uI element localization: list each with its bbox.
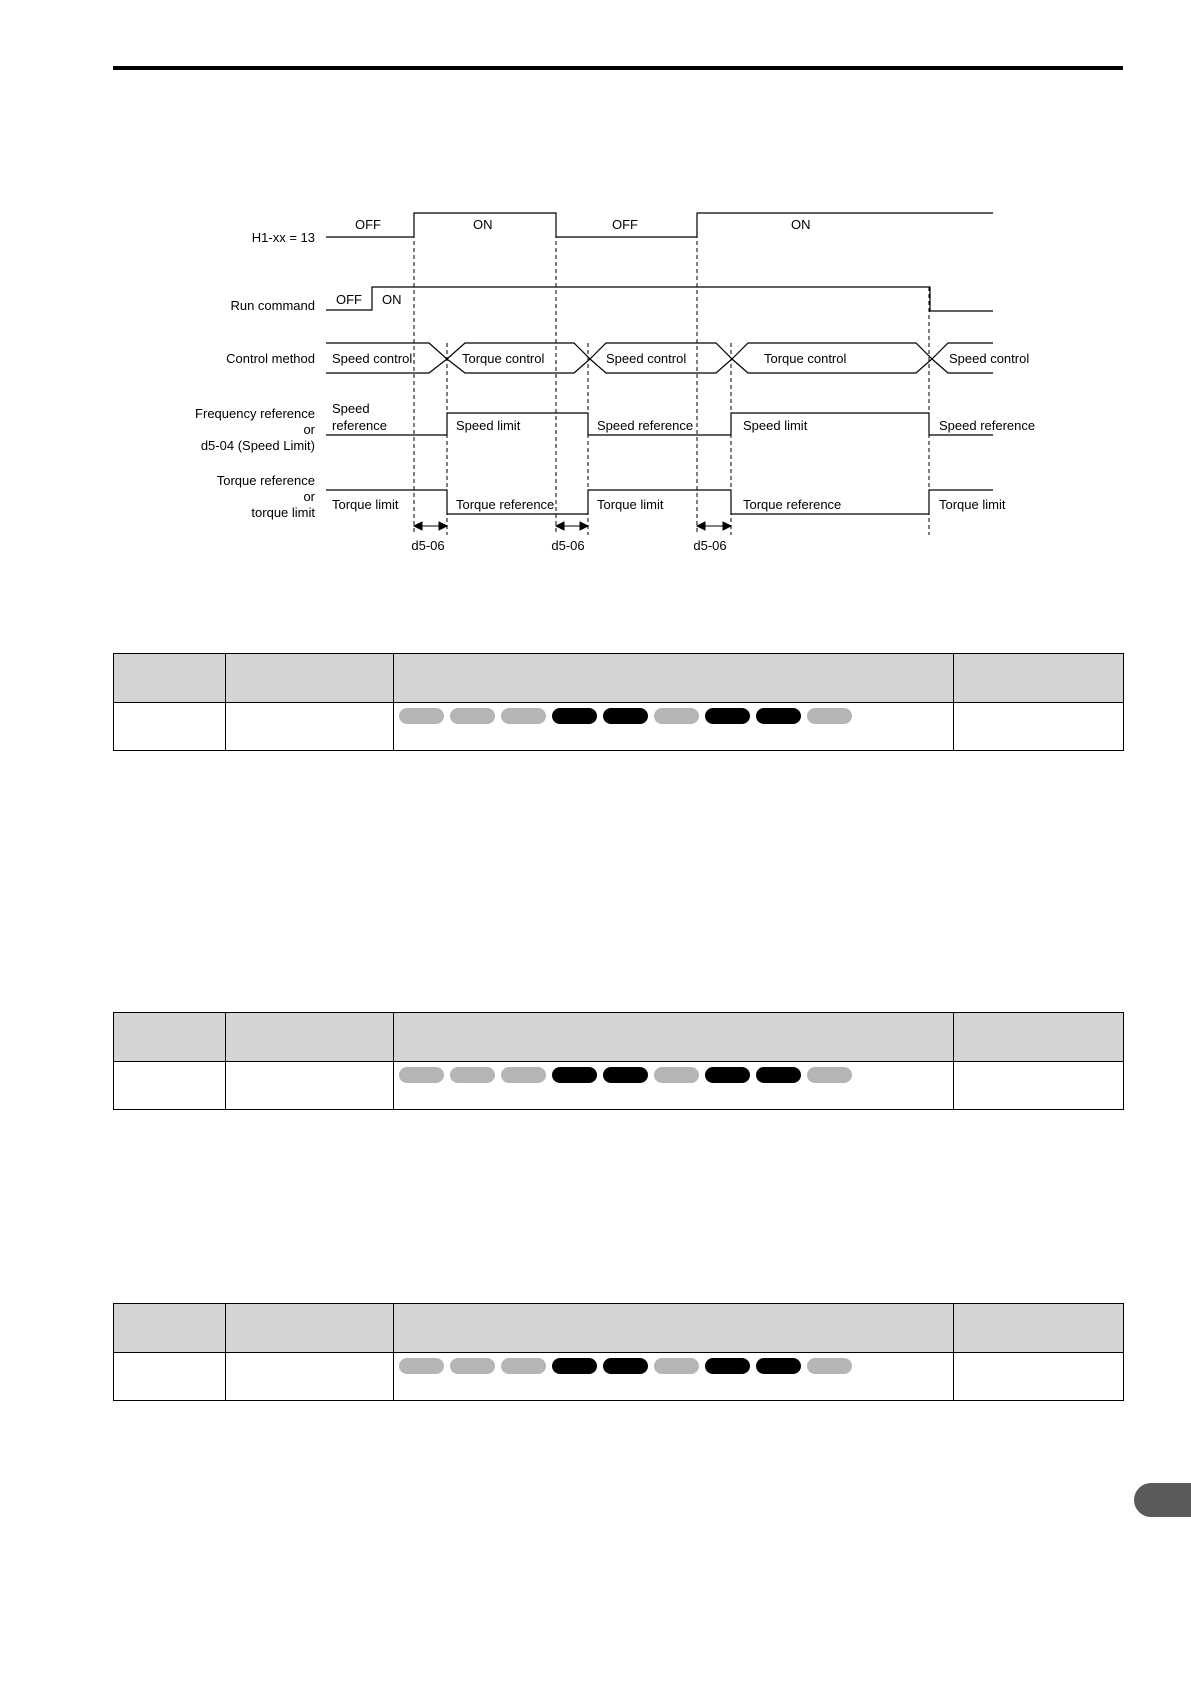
indicator-on — [603, 1067, 648, 1083]
torque-label-line1: Torque reference — [216, 473, 315, 488]
indicator-off — [654, 1358, 699, 1374]
control-mode-indicators — [394, 1353, 953, 1374]
torque-state: Torque reference — [456, 497, 555, 512]
indicator-off — [807, 1067, 852, 1083]
h1-state: OFF — [355, 217, 381, 232]
indicator-on — [705, 1067, 750, 1083]
freq-state: Speed reference — [597, 418, 694, 433]
freq-state: Speed reference — [939, 418, 1036, 433]
header-cell — [394, 1304, 954, 1353]
h1-label: H1-xx = 13 — [251, 230, 315, 245]
indicator-off — [450, 708, 495, 724]
freq-state: Speed limit — [743, 418, 808, 433]
h1-state: OFF — [612, 217, 638, 232]
control-state: Speed control — [332, 351, 413, 366]
indicator-off — [450, 1067, 495, 1083]
control-state: Speed control — [606, 351, 687, 366]
indicator-on — [705, 1358, 750, 1374]
parameter-table — [113, 1303, 1124, 1401]
parameter-table — [113, 1012, 1124, 1110]
delay-label: d5-06 — [551, 538, 585, 553]
indicator-off — [501, 1067, 546, 1083]
table-row — [114, 1353, 1124, 1401]
h1-state: ON — [473, 217, 493, 232]
table-cell — [114, 1062, 226, 1110]
table-header-row — [114, 654, 1124, 703]
indicator-off — [399, 1067, 444, 1083]
indicator-on — [756, 1067, 801, 1083]
header-cell — [226, 654, 394, 703]
header-cell — [954, 1304, 1124, 1353]
indicator-off — [399, 1358, 444, 1374]
torque-label-line3: torque limit — [251, 505, 315, 520]
table-cell — [226, 1062, 394, 1110]
indicator-on — [552, 1358, 597, 1374]
indicator-on — [552, 708, 597, 724]
table-cell — [226, 703, 394, 751]
indicator-on — [552, 1067, 597, 1083]
table-cell — [954, 1062, 1124, 1110]
table-cell — [226, 1353, 394, 1401]
torque-state: Torque limit — [597, 497, 664, 512]
indicator-on — [705, 708, 750, 724]
run-state: OFF — [336, 292, 362, 307]
indicator-cell — [394, 1353, 954, 1401]
control-state: Speed control — [949, 351, 1030, 366]
control-mode-indicators — [394, 1062, 953, 1083]
indicator-off — [501, 1358, 546, 1374]
table-cell — [954, 1353, 1124, 1401]
table-cell — [114, 1353, 226, 1401]
indicator-off — [654, 1067, 699, 1083]
freq-label-line3: d5-04 (Speed Limit) — [200, 438, 315, 453]
table-cell — [114, 703, 226, 751]
control-mode-indicators — [394, 703, 953, 724]
table-row — [114, 703, 1124, 751]
header-cell — [114, 1013, 226, 1062]
timing-diagram — [0, 0, 1191, 600]
indicator-off — [807, 708, 852, 724]
freq-state: Speed — [332, 401, 370, 416]
indicator-on — [756, 1358, 801, 1374]
control-label: Control method — [226, 351, 315, 366]
run-label: Run command — [230, 298, 315, 313]
indicator-on — [603, 708, 648, 724]
delay-label: d5-06 — [693, 538, 727, 553]
freq-label-line2: or — [303, 422, 315, 437]
indicator-off — [399, 708, 444, 724]
header-cell — [394, 1013, 954, 1062]
indicator-cell — [394, 1062, 954, 1110]
run-waveform — [326, 287, 993, 311]
torque-state: Torque reference — [743, 497, 842, 512]
control-state: Torque control — [462, 351, 545, 366]
control-state: Torque control — [764, 351, 847, 366]
header-cell — [114, 654, 226, 703]
chapter-tab — [1134, 1483, 1191, 1517]
table-row — [114, 1062, 1124, 1110]
table-header-row — [114, 1304, 1124, 1353]
torque-label-line2: or — [303, 489, 315, 504]
indicator-on — [756, 708, 801, 724]
indicator-off — [501, 708, 546, 724]
torque-state: Torque limit — [332, 497, 399, 512]
header-cell — [394, 654, 954, 703]
torque-state: Torque limit — [939, 497, 1006, 512]
header-cell — [226, 1304, 394, 1353]
indicator-off — [654, 708, 699, 724]
indicator-off — [450, 1358, 495, 1374]
indicator-off — [807, 1358, 852, 1374]
delay-arrows — [414, 522, 731, 530]
header-cell — [954, 654, 1124, 703]
h1-waveform — [326, 213, 993, 237]
header-cell — [226, 1013, 394, 1062]
freq-state: reference — [332, 418, 387, 433]
table-header-row — [114, 1013, 1124, 1062]
indicator-on — [603, 1358, 648, 1374]
indicator-cell — [394, 703, 954, 751]
freq-label-line1: Frequency reference — [195, 406, 315, 421]
freq-state: Speed limit — [456, 418, 521, 433]
delay-label: d5-06 — [411, 538, 445, 553]
transition-guides — [414, 213, 929, 535]
table-cell — [954, 703, 1124, 751]
header-cell — [954, 1013, 1124, 1062]
parameter-table — [113, 653, 1124, 751]
header-cell — [114, 1304, 226, 1353]
run-state: ON — [382, 292, 402, 307]
h1-state: ON — [791, 217, 811, 232]
